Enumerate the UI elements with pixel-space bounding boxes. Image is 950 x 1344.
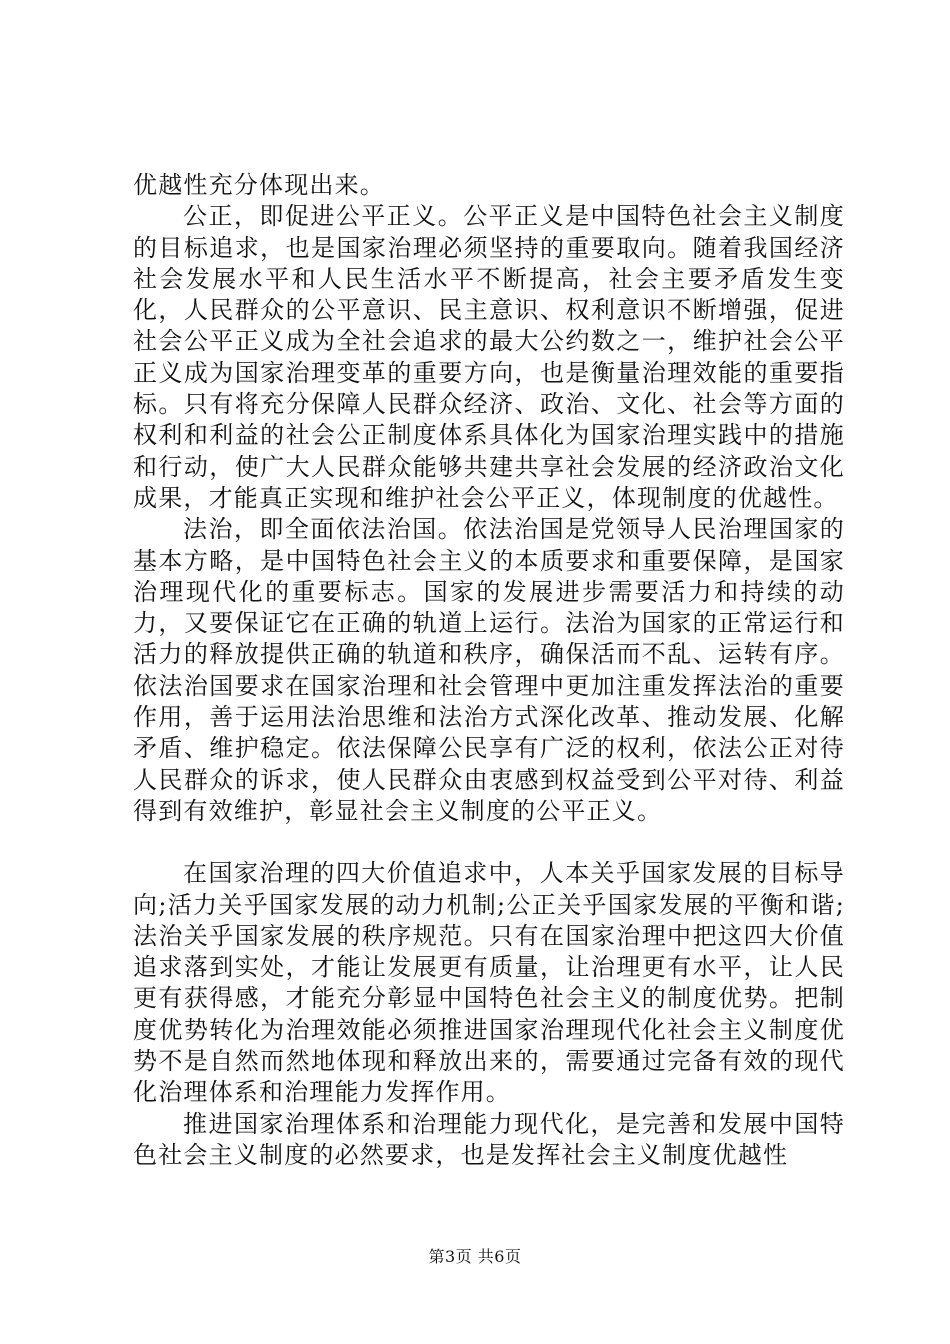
paragraph-modernization: 推进国家治理体系和治理能力现代化，是完善和发展中国特色社会主义制度的必然要求，也是发挥社会主义制度优越性 <box>133 1109 845 1169</box>
paragraph-four-values: 在国家治理的四大价值追求中，人本关乎国家发展的目标导向;活力关乎国家发展的动力机制;公正关乎国家发展的平衡和谐;法治关乎国家发展的秩序规范。只有在国家治理中把这四大价值追求落到实处，才能让发展更有质量，让治理更有水平，让人民更有获得感，才能充分彰显中国特色社会主义的制度优势。把制度优势转化为治理效能必须推进国家治理现代化社会主义制度优势不是自然而然地体现和释放出来的，需要通过完备有效的现代化治理体系和治理能力发挥作用。 <box>133 859 845 1107</box>
paragraph-rule-of-law: 法治，即全面依法治国。依法治国是党领导人民治理国家的基本方略，是中国特色社会主义的本质要求和重要保障，是国家治理现代化的重要标志。国家的发展进步需要活力和持续的动力，又要保证它在正确的轨道上运行。法治为国家的正常运行和活力的释放提供正确的轨道和秩序，确保活而不乱、运转有序。依法治国要求在国家治理和社会管理中更加注重发挥法治的重要作用，善于运用法治思维和法治方式深化改革、推动发展、化解矛盾、维护稳定。依法保障公民享有广泛的权利，依法公正对待人民群众的诉求，使人民群众由衷感到权益受到公平对待、利益得到有效维护，彰显社会主义制度的公平正义。 <box>133 515 845 825</box>
document-body <box>133 170 845 1171</box>
paragraph-fairness: 公正，即促进公平正义。公平正义是中国特色社会主义制度的目标追求，也是国家治理必须坚持的重要取向。随着我国经济社会发展水平和人民生活水平不断提高，社会主要矛盾发生变化，人民群众的公平意识、民主意识、权利意识不断增强，促进社会公平正义成为全社会追求的最大公约数之一，维护社会公平正义成为国家治理变革的重要方向，也是衡量治理效能的重要指标。只有将充分保障人民群众经济、政治、文化、社会等方面的权利和利益的社会公正制度体系具体化为国家治理实践中的措施和行动，使广大人民群众能够共建共享社会发展的经济政治文化成果，才能真正实现和维护社会公平正义，体现制度的优越性。 <box>133 202 845 512</box>
paragraph-continuation: 优越性充分体现出来。 <box>133 171 385 199</box>
page-number-footer: 第3页 共6页 <box>428 1247 522 1266</box>
